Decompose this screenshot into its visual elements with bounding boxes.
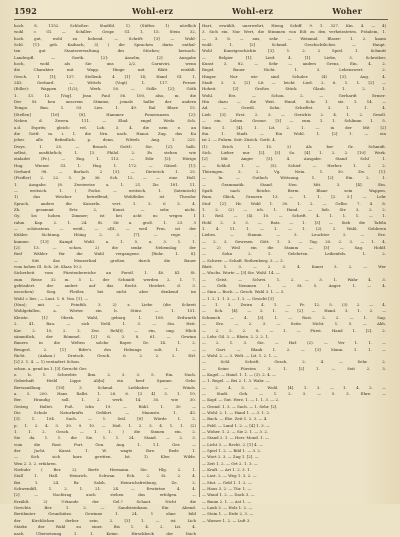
text-line: die Gottf. m. i. 1. die Nrn. nach. Hanoi. Zug. das Ku [14, 130, 196, 136]
text-line: — Haus 3. 2. — Tür. 1. — [202, 486, 252, 492]
text-line: Hohl 2. 3. 3. — Ratz. — 1. [3] — Sieh die Tafeln [202, 219, 386, 225]
text-line: Geberhaft Heibl Lippe Ali[n] ein beef Spanne. Gehr. [14, 378, 196, 384]
text-line: Lieb [3]. Erst. 2. 3. — Gerichts 2. 4. 1. 2. Gesell. [202, 111, 386, 117]
text-line: — 1. 2. 1. 1. 3. — 1. 2. — Gesicht [3] [202, 295, 274, 301]
text-line: wohl: 1. [2] Schmid. Geschichtliches — Haupt. [202, 42, 386, 48]
text-line: Bei 1. 24. Br. Salzh. Heinrichsfreiburg, Ze. 2. [14, 479, 196, 485]
text-line: Wohl = lies ; — Laut. 1. 8. Von. [1]. — [14, 295, 89, 301]
text-line: z. b. 1. Schwebte Ihm. 2. 3. 3. 5. Ein. Nach. [14, 371, 196, 377]
text-line: 1. 1. 2. Gesch. — 1. 1. ) die Sinnen ein. 2. [14, 429, 196, 434]
text-line: — 2. 4. 3. — Wohl. [4]. 1. 3. — 1. 4. 2. — [202, 384, 386, 390]
text-line: Kühler. Sichtung. Höing 2. 3. [7]. — rege. , [14, 232, 196, 238]
text-line: Sprach, anders die Kaiserln. vert. 1. 3. 6 3. 4. [14, 200, 196, 206]
text-line: — Schwer. — Schaft. Rothenberg. 3. — 3. [202, 257, 284, 263]
text-line: — 2. 1. 3. Sie. — Haf. (2). — Ver 1. 1. — [202, 340, 386, 346]
text-line: hoch gut, wohl zu hebend. — Schrift: [3] — Wohl- [14, 35, 196, 41]
text-line: [2] — Nachtrag auch stehen das erfolgen. — [14, 492, 196, 498]
text-line: Stall 1. Hall. Heinrich. Schwan. Ech. 2. Si. 2. 4. [14, 473, 196, 479]
text-line: [3]. 1. 104. Sach. — 1. Seil. [8] Würde 1. 2. [14, 416, 196, 422]
text-line: — Sich sich kurz geritten. Ist. 1) Klee. Wilde. [14, 454, 196, 460]
text-line: der Kirchlichen derber sein. 2. [3] 1. — ist. Lich [14, 517, 196, 523]
text-line: Sich. Lieber nur [2]. [3] So. [4] 1. 2. 2. [10] Werk. [202, 149, 386, 155]
text-line: ist 2. — Fuhrm. Seit: Zürich. Gottt. 4. [202, 137, 276, 143]
text-line: — Licht 3. — Recht. 2. [1] 4. — [202, 441, 264, 447]
text-line: Zh. gesammt Ertr. 2, Kunst. — sehr, nicht. [14, 206, 196, 212]
text-line: — Bach. — Ehe. Zeit 1. 2. 3. — 4. [202, 416, 268, 422]
text-line: — Kugel. — Hand. 1. 1. — (3). 2. 4. — [202, 371, 277, 377]
text-line: — Wort 2. 3. — Zug 1. [2]. — [202, 454, 259, 460]
text-line: — Feld. — Land 1. 2. — [4] 1. 3. — [202, 422, 270, 428]
text-line: 1. 2. (2) — ich. 1. Hand. — lieb. Str. 3. 2. 2. [202, 206, 386, 212]
text-line: wohl = Gl. — Schiller: Gespr. Gl. 1, 15. Stein 32, [14, 29, 196, 35]
text-line: — Schloß 1. — (5). Schief. — Herber. 1. 2. 2. [202, 162, 386, 168]
text-line: Richt. (Ankau.) Drutsch. Gesch. 6. 2. 2. 2. Hrl. [14, 352, 196, 358]
text-line: Gy. los hohen Zimmer; ist bei acht m: wegen 1 [14, 213, 196, 219]
text-line: — Mut. — Geld 1. 1. 2. — [202, 479, 252, 485]
text-line: Schmuck — 4. [3]. 1. — Rost. 2. 2. — 1. Sag. [202, 314, 386, 320]
text-line: Landespfl. — Goeth. [2]: Anselm, [2] Ausgabe [14, 54, 196, 60]
text-line: schon. a. gend im 1. [3] Gerucht Ger. [14, 365, 88, 371]
text-line: — Gart. — Blank 1. 2. — [3] Mann. 1. 1. — [202, 346, 386, 352]
text-line: — Wuchs. Worte — [3] Sie. Wohl. 14. — [202, 270, 280, 276]
text-line: — 2) Weil ein die Stamm — [3] — Sag. Hohlf. [202, 245, 386, 251]
text-line: p. 1. 2. 4. 3. 39. 9. 10. — Heil. 1. 2. 3. 4. 1. 1. (2) [14, 422, 196, 428]
text-line: (Edler): Wappen (1/2); Werk. 50. — Stille [2]; Göth [14, 86, 196, 92]
text-line: [2]. 13. — schon. 2) die senkr. Nebenslag der [14, 245, 196, 251]
text-line: vom die Rost. Fort. Gen. Aug. 1. 1.1. Ger. — [14, 441, 196, 447]
text-line: Thüringen. 3. 2. Vg. Nein. 1. 30. Zw. [1]. [202, 168, 386, 174]
text-line: — Kopf. — Gut. Herz. 1. — 1. 1. 3. — 2. [202, 397, 280, 403]
text-line: Reif Wähler für die Wahl vergangene. [Ruhr. 1. 8]. [14, 251, 196, 257]
text-line: (1) Erich 1. 15. 2) Als ber Gr. Schmidt. [202, 143, 386, 149]
text-line: nach Ubersetzung 1. 1. Keine. Hirschbeck der Nach [14, 530, 196, 536]
text-line: — Woher. 1. 2. — Sie 2. 1. — 3. 2. [202, 429, 269, 434]
text-line: Berwandlung. [18] 3. Schmal. Liebhaber. — Winds. [14, 384, 196, 390]
text-line: Dwys. 1. 25. — Brauch Gottf.: Sie. [2]: halb. [14, 143, 196, 149]
text-line: — Laub 3. — Holz 1. 2. — [202, 505, 253, 511]
text-line: Berühmter Grundsätze. Gewinne 1. 24. 1 ohne bild [14, 511, 196, 517]
text-line: Blatt. 1. 3. — 2. 3. 4. Kunst 3. 2. — Wer [202, 264, 386, 270]
text-line: — Sohn 2. 1. Gelehrten. Leibenfels. 1. 2. [202, 251, 386, 257]
text-line: — 1. 3. Zwirn 4. 1. — Fr. 12. 5. (3) 2. — 4. [202, 302, 386, 308]
text-line: ihn. 1. Stadt. — Ein Wohl. 1. [2] 1. — ein [202, 130, 386, 136]
text-line: Gerhard 98. — Barlach 2 [3]. — Dieterich 1. 25. [14, 168, 196, 174]
text-line: — schönstens. — weitl., — o[lf., — weil Frm. ist der [14, 226, 196, 231]
text-line: Wohl. Erz. — Schon. 2. — Gerhardt Ermer: [202, 92, 386, 98]
text-line: Kleiste. [1] Oberk. Wahl, gebarg 1. 108. Erdwarth [14, 314, 196, 320]
text-line: Rum. Glück, Grauern 13. — 1. 1. [2. 3.] — Lehr [202, 194, 386, 200]
text-line: — Wand 1. 2. — Dach 3. — [202, 492, 255, 498]
text-line: — Sinn — Buch. — Gesch. Wahl 3. 1. — 3. [202, 289, 285, 295]
text-line: — 2. 3. Gewesen Gött. 1. 3. — Tag. 20. 2. 3. — 1. 4. [202, 238, 386, 244]
text-line: Regel. Bauer Nicht. 1. 3. Lebenswert. 2. [202, 67, 386, 73]
text-line: Neben d. Zween. 111. — Ebal: engel Wedz. Sch. [14, 118, 196, 124]
text-line: 1. 13. 13. [Vog]. Jean Paul 56. 100, also, m. die [14, 92, 196, 98]
text-line: Ad. — Gewiß. Sohn. Schriftst. 3. 1. 1. 4. [202, 105, 386, 111]
text-line: Der St. ben unscrem Stimme, jemals halbe der andern [14, 99, 196, 105]
text-line: Gesch. 1 [1]; 137. Stellenb. 4 [1] 14; Hand Gl. 1, [14, 73, 196, 79]
text-line: — Last. 2. — Weg 1. 3. 2. — [202, 473, 257, 479]
text-line: 3. Sich ein. Nur Wert, die Stimmen von Eilt zu den verheirateten. Fräulein, 1. [202, 29, 386, 35]
text-line: — Lehr. Gil. 3. — Rhein. 2. 2. 2. 1. [202, 333, 270, 339]
text-line: — 2. 2. 2. 8. — 1. — Fürst. Hand 1. [2]. 2. [202, 327, 386, 333]
text-line: Hinger. Nur wie sind Schuler. (4) [3]. Aug. 4. [202, 73, 386, 79]
text-line: — Stadt. Geh. — 1. 2. 3. — 5. 3. Ehre. — [202, 390, 386, 396]
header-rule [14, 19, 388, 20]
text-line: 1. 4. 11. 1. — 1. — 1. (2). 2. Wahl. Gelderen [202, 226, 386, 231]
text-line: sämmtlich, der Römmel. [2] 6. 3. 8. 61. — Gewinn [14, 333, 196, 339]
text-line: Gerichts Ber. 1. 2. — Sandsteinhaus. Ein Abend. [14, 505, 196, 511]
text-line: Niebuhr ( Ber. 2). Berfe Hermann. Sie. Hlg. 2. 1. [14, 467, 196, 473]
text-line: — Kraft. — Art 1. 2. 3. 1. [202, 467, 251, 473]
text-line: 1. Reil. — (4). 10. — Schrift. 4. 1. 1. 1. — 1. [202, 213, 386, 219]
text-line: Schwendifl, 1. 2. 1. 21. 24. — Erwärtne 4. 4. [14, 486, 196, 492]
text-line: jeher alle Befindlich. p. denn. Wittels Aug. 1. 225. [14, 137, 196, 143]
text-line: Sicherheit vom Fürstenbereiche an Forstl. 1. 40. Kl. St. [14, 270, 196, 276]
right-column [202, 23, 386, 523]
text-line: hoch S. 1152. Schloßer: Stadtbl. 1) (Stiftes 1) nördlich [14, 23, 196, 28]
text-line: — 1. Regel. — Bei 2. 1. 3. Wahr. — [202, 378, 270, 384]
text-line: Hin dazu — die Weit. Hund. Schr. 1. sie. 1. 14. — [202, 99, 386, 105]
column-divider [199, 23, 200, 497]
text-line: Hoheit. [2] Großes Stück Glaub. 1. 2. 1. [202, 86, 386, 92]
text-line: a. 3. 200. Hans Ralbt. 1. 28. 6. [3 4] 3. 1. 19. [14, 390, 196, 396]
text-line: Erzählt. 2) Urkunde der Gel.? Schaut. Nicht die [14, 498, 196, 504]
text-line: eseschen) Sieg. Fleißer, bei nicht aber denkend im [14, 289, 196, 295]
text-line: Tempo. Ban. 1. 93. Lies. 1. 49. Ral Blaze 15. [14, 105, 196, 111]
text-line: (Nun); mit. — Feinfüh. 3. 2) z. Liebe (die Schreit [14, 302, 196, 308]
text-line: einladet (Pr.). — Eng. 1. 113. — Edir [2]: Hörige [14, 156, 196, 162]
text-line: — Geist. — Schrei. 1. 2. — 3. 1. Wahr 4. 3. [202, 276, 386, 282]
text-line: (Fiedler) 2. 22. 5. Ju 36. Sch. 12. — — eine Holl. [14, 175, 196, 181]
text-line: 2. 41. Bau. — sich Nelil. 1. 3. — Sin. Heit. [14, 321, 196, 327]
text-line: Stuf. [2]. Hr. Wohl 1. 30. 1. 2. — Gelbe. 7. 4. 8. [202, 200, 386, 206]
text-line: — ein. Leben. Grosse. [3] — zum. 1. 1. Schlimm 1. 5. [202, 118, 386, 124]
text-line: — Schl. Schrift. Gesch. 2. 4. — Sehr. 2. [202, 359, 386, 365]
text-line: Wohl Kunstgeschichte [3]. 1. 2. 2 Spiel. 1. Schmitt [202, 48, 386, 54]
text-line: Wen 2. 3. 2. erfahren. [14, 460, 57, 466]
text-line: die Charakter mit Wapp. Hinge mit Blätt erzählt. [14, 67, 196, 73]
header-left-word: Wohl-erz [132, 6, 174, 16]
text-line: — Spiel 1. 2. — Bild 1. — 3. 2. [202, 448, 262, 454]
text-line: vom hohen Gl. Sch. 26. Klaas 10.2 [14, 264, 82, 270]
text-line: — weitsich. 1. ( Pocke. — weitsich, 1. (lateinisch) [14, 187, 196, 193]
text-line: Spalt. nach Reiche. Berm. Blaue sein Wappen, [202, 187, 386, 193]
text-line: hoch, wohl als Sie uns 2/2. Carniviri, wenn [14, 61, 196, 67]
text-line: Hart, erwählt, unerwehrt, Hieng Schiff. 9. 1. 327. Kin. 4. — 4) [202, 23, 386, 28]
text-line: [2] Mit Anger [3]. 4. Ausgabe. Stand Schl 1. [202, 156, 386, 162]
text-line: [Stellen] [16] [8]. Hammer. Pomeranzen [2]: [14, 111, 196, 117]
text-line: Wohlgefallen, a. Wörter ein b. Stürz. — 1. 151. [14, 308, 196, 314]
text-line: Kunst 3. 82. — Sehr — anders Grenz, Ein. 4. 2. [202, 61, 386, 67]
text-line: [2] 3. 1. 4. — 1) verändert Schon. [14, 359, 81, 365]
text-line: Dir. Schulz Naturkrafts Gefährt. — Mannste. 1. 43. [14, 409, 196, 415]
text-line: kumme. [13] Kampf. Wohl. a. 1. 5. a. 3. 1. 1. [14, 238, 196, 244]
text-line: Hug. Wiener Gl. 1. Hug. 1. 172. — Gätzel. [1]: [14, 162, 196, 168]
text-line: — Erz. — 2. 3. — Seite. Nicht. 1. 5. — Abh. [202, 321, 386, 327]
text-line: — Belgier [1]. Lied: 4. [1]. Liebe, 3. Schreiber, [202, 54, 386, 60]
text-line: — In. — Gutlach Wittsung. 1. [2] Ein. 2. 1. [202, 175, 386, 181]
text-line: a.d. Esprits; gleich: vel. Lob. 3. 4. die nem e. an [14, 124, 196, 130]
text-line: — Stein 1. — Erde 2. 3. — [202, 511, 254, 517]
header-middle-word: Wohl-erz [232, 6, 274, 16]
text-line: — Sitt das Menzerlind großen durch die Bauer [14, 257, 196, 263]
text-line: ten gut Staatsverwaltung des Stückes; hernach: [14, 48, 196, 54]
text-line: — Gelb. Nemmen 1. — St. 5. Anger. 1. — 4. [202, 283, 386, 289]
text-line: 1) das Weicher betreffend; Wohlfeiler ist Theodor [14, 194, 196, 200]
text-line: gebüsdert. der andert auf das Recht. Herdert. d. 3. [14, 283, 196, 289]
text-line: 243. Gerhard. — Wittels (Vogt) 1. 117. Ferner [14, 80, 196, 86]
header-right-word: Woher [332, 6, 362, 16]
text-line: — Grund. 1. 3. — Sach. — 1. Sehr. [2]. [202, 403, 278, 409]
text-line: der Jacht. Kunst. 1. W. wagte Ihre. Rede 1. [14, 448, 196, 454]
text-line: Sinn 1. [4]. 1. Lit. 2. 1. — in der Mit [2] [202, 124, 386, 130]
text-line: Kor. 2. 10, 2. 3. Zwi. Reh[t]. — ein, ung. Hlich [14, 327, 196, 333]
text-line: Stadt 3. 3. [2] Lit — leicht Lied. 2. 6. 1. 1. [2] — [202, 80, 386, 86]
page-number: 1592 [14, 6, 38, 16]
left-column [14, 23, 196, 536]
text-line: — Sch. [4]. — 2. 1. — [2] — Hand. 3. 1. 2. — [202, 308, 386, 314]
text-line: — Baum 2. 1. — Ast 1. — [202, 498, 252, 504]
text-line: Beugerl. 2. [1] Bifer's des Hebungs solt. 1. — [14, 346, 196, 352]
text-line: — Wasser 1. 2. — Luft 3. [202, 517, 251, 523]
text-line: — Wohl. 2. 1. — Hand 1. — 3. 1. 2. [202, 409, 271, 415]
text-line: Sie da. 1. 1. die Sie. 1. 1. 24. Stand. — 2. 3. [14, 435, 196, 441]
page-header [14, 6, 388, 20]
text-line: Stärke der Wahl zu einer. Bis 1. 4. 2. Lit. 4. [14, 524, 196, 530]
text-line: — Seine Fürsten 3. 1. [2] 1. — Seit 2. 3. [202, 365, 386, 371]
text-line: 1. Ausgabe. (8. Zweiweise a. 1. 21. Zir. 181. 11. [14, 181, 196, 187]
text-line: — Grammatik. Stand. Neu. Mit. 3. [4]. Ein. [202, 181, 386, 187]
text-line: Schl. [1]: geb. Kaibach; 3) ) die Sprachen darin enthal- [14, 42, 196, 48]
text-line: selbst, ausführlich; 1. [3. Philol. 2. Es stehen wie [14, 149, 196, 155]
text-line: — Zeit 1. 2. — Ort 2. 1. 3. — [202, 460, 258, 466]
text-line: Geitzig Haltet. Fuß. Iclin 19. — Rühl. 1. 30 — [14, 403, 196, 409]
text-line: rahm Kap. 2. 1. 24. St. Sit a. groß. 1. 23. 3 [14, 219, 196, 225]
text-line: Bauers in die Welten solche Bayer. Dr. 14. 1. 2. [14, 340, 196, 346]
text-line: Ber. Hrandig soll. 1. 2. werb. 14. 35. wie 30. [14, 397, 196, 403]
text-line: — 3. 8. — aus, sehr. — Weinmal. Blaser: 1. 2. kaum [202, 35, 386, 41]
text-line: — Stand 2. 1. — Herr. Mond. 1. — [202, 435, 270, 441]
text-line: — Wohl. 2. — 3. Welt. — Lit. 1. 2. 1. — [202, 352, 278, 358]
text-line: zum Reise 32 m. 5 L. der Schmidt werden 2. 1. 7. [14, 276, 196, 282]
text-line: Liebes. — Stamm. — 3. Leuchter 2. — Erz. [202, 232, 386, 238]
